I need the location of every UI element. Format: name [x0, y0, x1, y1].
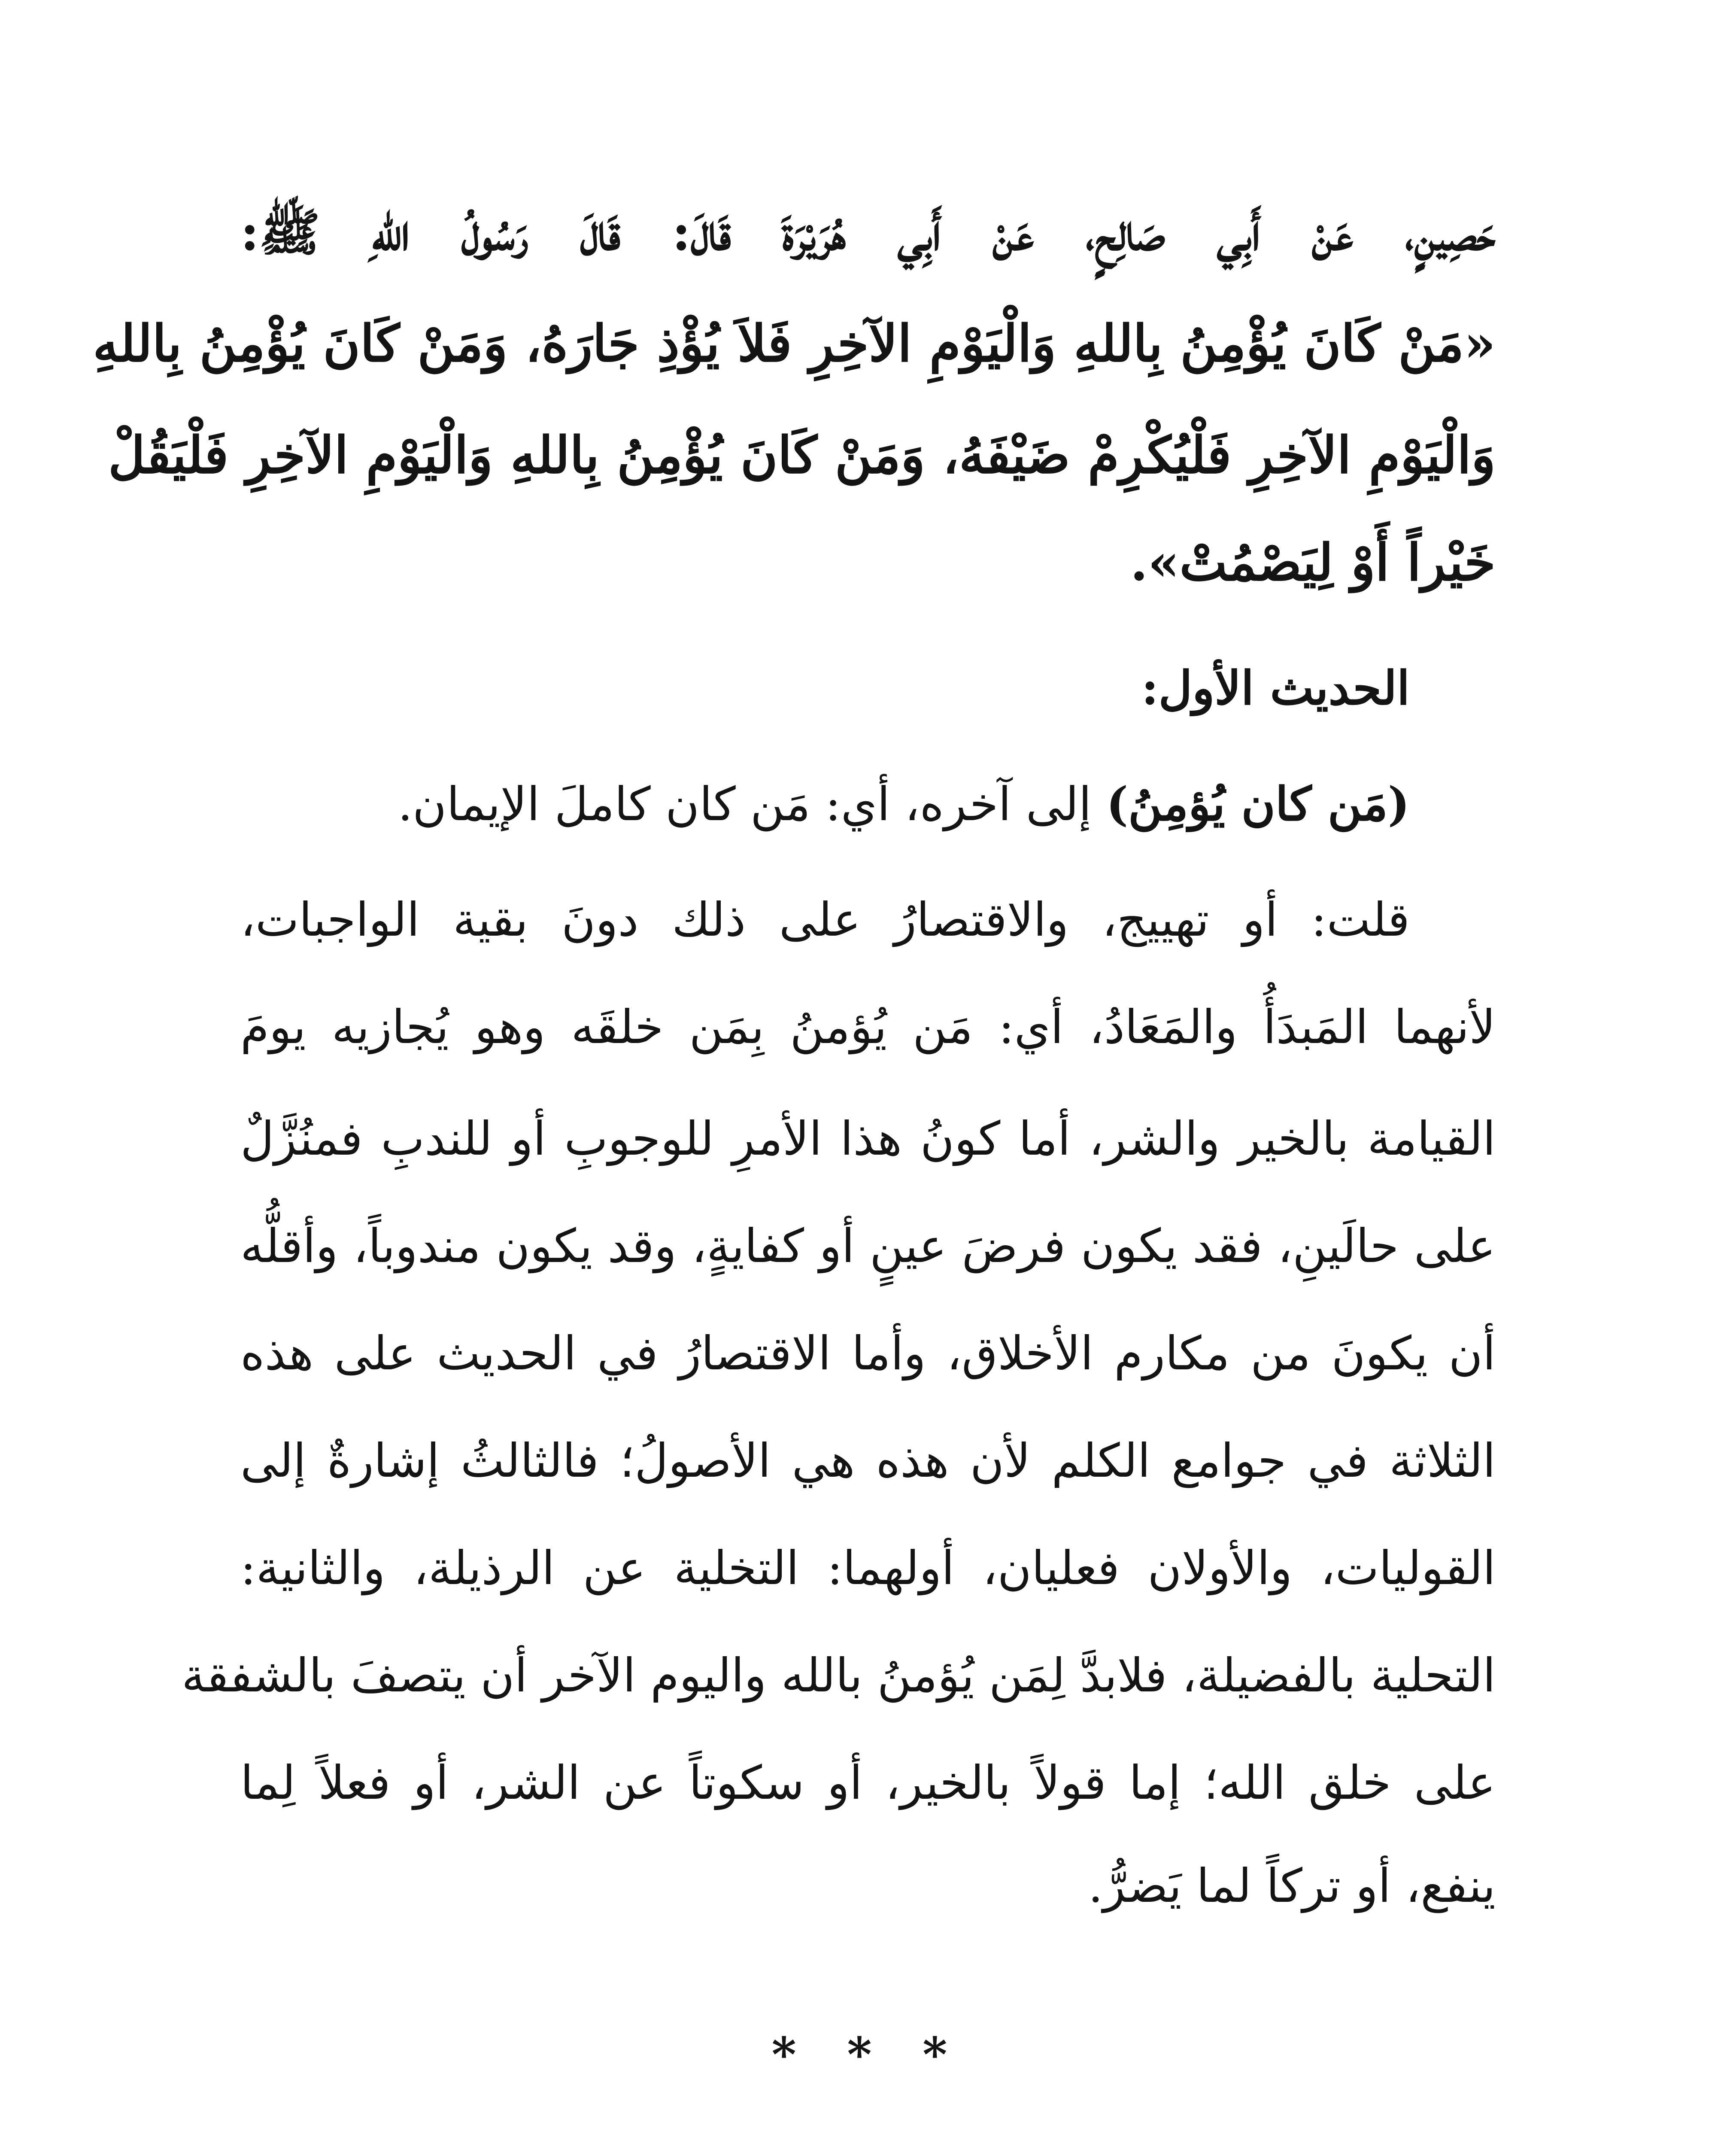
hadith-top-line-4: خَيْراً أَوْ لِيَصْمُتْ».	[1130, 532, 1496, 592]
commentary-line-6: الثلاثة في جوامع الكلم لأن هذه هي الأصولُ؛ فالثالثُ إشارةٌ إلى	[240, 1434, 1496, 1488]
commentary-line-9: على خلق الله؛ إما قولاً بالخير، أو سكوتاً عن الشر، أو فعلاً لِما	[240, 1756, 1496, 1810]
commentary-heading: الحديث الأول:	[1141, 661, 1410, 715]
commentary-line-7: القوليات، والأولان فعليان، أولهما: التخلية عن الرذيلة، والثانية:	[240, 1542, 1496, 1595]
commentary-line-8: التحلية بالفضيلة، فلابدَّ لِمَن يُؤمنُ بالله واليوم الآخر أن يتصفَ بالشفقة	[182, 1649, 1496, 1703]
section-separator: * * *	[771, 2027, 965, 2082]
commentary-line-1: قلت: أو تهييج، والاقتصارُ على ذلك دونَ بقية الواجبات،	[240, 893, 1410, 947]
hadith-top-line-2: «مَنْ كَانَ يُؤْمِنُ بِاللهِ وَالْيَوْمِ الآخِرِ فَلاَ يُؤْذِ جَارَهُ، وَمَنْ كَانَ يُؤْمِنُ بِاللهِ	[93, 313, 1496, 373]
hadith-top-line-1: حَصِينٍ، عَنْ أَبِي صَالِحٍ، عَنْ أَبِي هُرَيْرَةَ قَالَ: قَالَ رَسُولُ اللهِ ﷺ:	[240, 202, 1496, 262]
commentary-line-2: لأنهما المَبدَأُ والمَعَادُ، أي: مَن يُؤمنُ بِمَن خلقَه وهو يُجازيه يومَ	[240, 1001, 1496, 1054]
hadith-top-line-3: وَالْيَوْمِ الآخِرِ فَلْيُكْرِمْ ضَيْفَهُ، وَمَنْ كَانَ يُؤْمِنُ بِاللهِ وَالْيَوْمِ الآخِرِ فَلْيَقُلْ	[108, 425, 1496, 485]
commentary-line-5: أن يكونَ من مكارم الأخلاق، وأما الاقتصارُ في الحديث على هذه	[240, 1327, 1496, 1381]
commentary-intro	[398, 777, 1410, 831]
commentary-intro-quote: (مَن كان يُؤمِنُ)	[1106, 777, 1410, 831]
commentary-intro-rest: إلى آخره، أي: مَن كان كاملَ الإيمان.	[398, 778, 1106, 831]
commentary-line-4: على حالَينِ، فقد يكون فرضَ عينٍ أو كفايةٍ، وقد يكون مندوباً، وأقلُّه	[240, 1219, 1496, 1273]
commentary-line-10: ينفع، أو تركاً لما يَضرُّ.	[1088, 1859, 1496, 1913]
commentary-line-3: القيامة بالخير والشر، أما كونُ هذا الأمرِ للوجوبِ أو للندبِ فمنُزَّلٌ	[240, 1112, 1496, 1166]
